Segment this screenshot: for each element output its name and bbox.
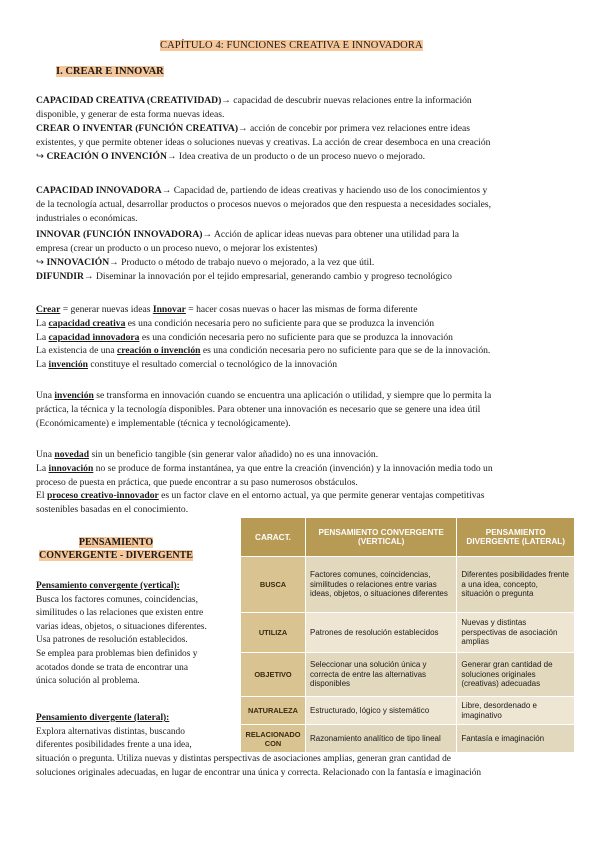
- table-row: [241, 653, 575, 697]
- chapter-title: CAPÍTULO 4: FUNCIONES CREATIVA E INNOVADORA: [160, 40, 423, 51]
- divergente-tail: situación o pregunta. Utiliza nuevas y distintas perspectivas de asociaciones amplias, generan gran cantidad de soluciones originales adecuadas, en lugar de encontrar una única y correcta. Relacionado con la fantasía e imaginación: [36, 754, 482, 778]
- divergente-cell: Generar gran cantidad de soluciones originales (creativas) adecuadas: [457, 653, 575, 697]
- table-row: [241, 697, 575, 725]
- definition-innovacion: ↪ INNOVACIÓN→ Producto o método de trabajo nuevo o mejorado, a la vez que útil.: [36, 257, 375, 268]
- convergente-block: Pensamiento convergente (vertical): Busca los factores comunes, coincidencias, similitudes o las relaciones que existen entre varias ideas, objetos, o situaciones diferentes. Usa patrones de resolución establecidos. Se emplea para problemas bien definidos y acotados donde se trata de encontrar una única solución al problema.: [36, 581, 207, 687]
- summary-lines: Crear = generar nuevas ideas Innovar = hacer cosas nuevas o hacer las mismas de forma diferente La capacidad creativa es una condición necesaria pero no suficiente para que se produzca la invención La capacidad innovadora es una condición necesaria pero no suficiente para que se produzca la innovación La existencia de una creación o invención es una condición necesaria pero no suficiente para que se de la innovación. La invención constituye el resultado comercial o tecnológico de la innovación: [36, 304, 491, 371]
- divergente-cell: Diferentes posibilidades frente a una idea, concepto, situación o pregunta: [457, 557, 575, 613]
- table-row: [241, 613, 575, 653]
- row-key: UTILIZA: [241, 613, 306, 653]
- section-heading: I. CREAR E INNOVAR: [56, 66, 164, 77]
- convergente-cell: Estructurado, lógico y sistemático: [306, 697, 457, 725]
- convergente-cell: Patrones de resolución establecidos: [306, 613, 457, 653]
- definition-capacidad-creativa: CAPACIDAD CREATIVA (CREATIVIDAD)→ capacidad de descubrir nuevas relaciones entre la información disponible, y generar de esta forma nuevas ideas.: [36, 95, 472, 120]
- paragraph-novedad: Una novedad sin un beneficio tangible (sin generar valor añadido) no es una innovación. La innovación no se produce de forma instantánea, ya que entre la creación (invención) y la innovación media todo un proceso de puesta en práctica, que puede encontrar a su paso numerosos obstáculos. El proceso creativo-innovador es un factor clave en el entorno actual, ya que permite generar ventajas competitivas sostenibles basadas en el conocimiento.: [36, 449, 493, 516]
- comparison-table: [240, 517, 575, 753]
- row-key: BUSCA: [241, 557, 306, 613]
- divergente-cell: Fantasía e imaginación: [457, 725, 575, 753]
- paragraph-invencion: Una invención se transforma en innovación cuando se encuentra una aplicación o utilidad, y siempre que lo permita la práctica, la técnica y la tecnología disponibles. Para obtener una innovación es necesario que se genere una idea útil (Económicamente) e implementable (técnica y tecnológicamente).: [36, 390, 492, 429]
- definition-crear: CREAR O INVENTAR (FUNCIÓN CREATIVA)→ acción de concebir por primera vez relaciones entre ideas existentes, y que permite obtener ideas o soluciones nuevas y creativas. La acción de crear desemboca en una creación: [36, 123, 491, 148]
- table-header: CARACT.: [241, 518, 306, 557]
- side-heading: PENSAMIENTO CONVERGENTE - DIVERGENTE: [39, 537, 193, 561]
- definition-innovar: INNOVAR (FUNCIÓN INNOVADORA)→ Acción de aplicar ideas nuevas para obtener una utilidad para la empresa (crear un producto o un proceso nuevo, o mejorar los existentes): [36, 229, 460, 254]
- table-row: [241, 725, 575, 753]
- convergente-cell: Factores comunes, coincidencias, similitudes o relaciones entre varias ideas, objetos, o situaciones diferentes: [306, 557, 457, 613]
- table-header-row: [241, 518, 575, 557]
- divergente-cell: Nuevas y distintas perspectivas de asociación amplias: [457, 613, 575, 653]
- row-key: NATURALEZA: [241, 697, 306, 725]
- convergente-cell: Razonamiento analítico de tipo lineal: [306, 725, 457, 753]
- row-key: RELACIONADO CON: [241, 725, 306, 753]
- table-header: PENSAMIENTO DIVERGENTE (LATERAL): [457, 518, 575, 557]
- definition-capacidad-innovadora: CAPACIDAD INNOVADORA→ Capacidad de, partiendo de ideas creativas y haciendo uso de los conocimientos y de la tecnología actual, desarrollar productos o procesos nuevos o mejorados que den respuesta a necesidades sociales, industriales o económicas.: [36, 185, 492, 224]
- definition-difundir: DIFUNDIR→ Diseminar la innovación por el tejido empresarial, generando cambio y progreso tecnológico: [36, 271, 452, 282]
- table-row: [241, 557, 575, 613]
- row-key: OBJETIVO: [241, 653, 306, 697]
- divergente-cell: Libre, desordenado e imaginativo: [457, 697, 575, 725]
- convergente-cell: Seleccionar una solución única y correcta de entre las alternativas disponibles: [306, 653, 457, 697]
- divergente-block: Pensamiento divergente (lateral): Explora alternativas distintas, buscando diferentes posibilidades frente a una idea,: [36, 713, 192, 751]
- definition-creacion: ↪ CREACIÓN O INVENCIÓN→ Idea creativa de un producto o de un proceso nuevo o mejorado.: [36, 151, 426, 162]
- table-header: PENSAMIENTO CONVERGENTE (VERTICAL): [306, 518, 457, 557]
